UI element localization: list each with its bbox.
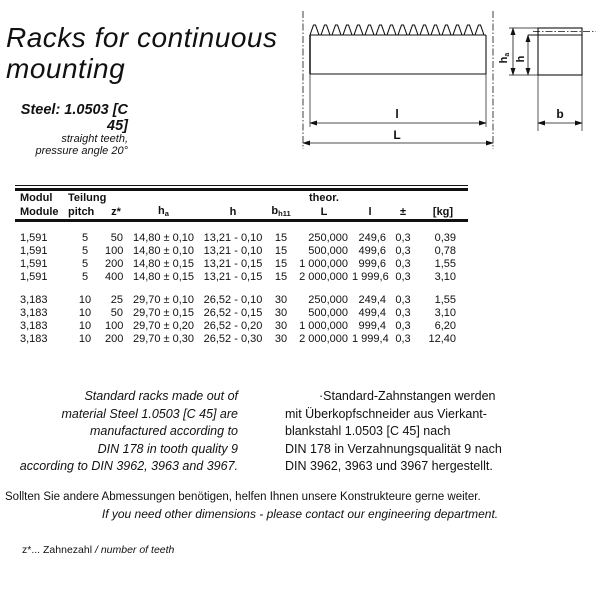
table-cell: 1 000,000 [299,257,348,270]
table-cell: 1 000,000 [299,319,348,332]
table-cell: 26,52 - 0,10 [203,293,263,306]
description-en-line: manufactured according to [89,424,238,438]
col-header-modul-en: Module [15,204,65,221]
table-cell: 12,40 [428,332,456,345]
table-cell: 2 000,000 [299,270,348,283]
footnote-symbol: z*... [22,544,41,556]
table-cell: 3,183 [20,319,48,332]
table-cell: 200 [105,257,124,270]
rack-technical-drawing [295,5,600,162]
table-cell: 5 [81,244,89,257]
table-cell: 26,52 - 0,20 [203,319,263,332]
col-header-tolerance: ± [388,204,418,221]
material-label: Steel: 1.0503 [C 45] [20,102,128,134]
description-german [285,388,590,476]
table-cell: 15 [274,257,288,270]
table-row [15,231,468,244]
table-cell: 5 [81,257,89,270]
table-cell: 0,3 [395,332,411,345]
description-en-line: Standard racks made out of [84,389,238,403]
table-cell: 26,52 - 0,30 [203,332,263,345]
footnote-separator: / [94,544,98,556]
col-header-ha: $h_a$ [127,204,200,221]
rack-dimension-table [15,191,468,345]
table-cell: 0,3 [395,270,411,283]
description-de-line: DIN 3962, 3963 und 3967 hergestellt. [285,459,493,473]
col-header-z: z* [105,204,127,221]
col-header-l: l [352,204,388,221]
table-cell: 10 [78,319,92,332]
table-cell: 6,20 [434,319,456,332]
table-cell: 249,6 [358,231,386,244]
table-cell: 5 [81,270,89,283]
description-english [10,388,238,476]
table-cell: 10 [78,332,92,345]
table-cell: 500,000 [308,306,348,319]
table-cell: 499,6 [358,244,386,257]
table-cell: 3,183 [20,293,48,306]
table-cell: 50 [110,231,123,244]
table-cell: 1,591 [20,270,48,283]
table-cell: 29,70 ± 0,10 [132,293,195,306]
dim-label-L: L [393,128,401,142]
table-cell: 0,3 [395,231,411,244]
table-cell: 29,70 ± 0,30 [132,332,195,345]
dim-label-b: b [556,107,564,121]
table-cell: 999,4 [358,319,386,332]
col-header-modul-de: Modul [20,192,53,204]
footnote-english: number of teeth [100,544,175,556]
table-cell: 3,183 [20,332,48,345]
table-cell: 0,3 [395,306,411,319]
table-cell: 1,55 [434,293,456,306]
table-row [15,270,468,283]
table-row [15,306,468,319]
table-cell: 0,3 [395,319,411,332]
contact-note-german: Sollten Sie andere Abmessungen benötigen, helfen Ihnen unsere Konstrukteure gerne weiter. [5,491,481,503]
col-header-b: $b_{h11}$ [266,204,296,221]
table-cell: 0,39 [434,231,456,244]
col-header-pitch-en: pitch [65,204,105,221]
table-row [15,319,468,332]
table-cell: 1 999,6 [352,270,389,283]
table-cell: 25 [110,293,123,306]
table-cell: 1,591 [20,257,48,270]
col-header-pitch-de: Teilung [68,192,107,204]
table-cell: 13,21 - 0,10 [203,244,263,257]
table-cell: 200 [105,332,124,345]
table-cell: 14,80 ± 0,10 [132,244,195,257]
table-body [15,221,468,346]
table-cell: 5 [81,231,89,244]
description-en-line: DIN 178 in tooth quality 9 [97,441,238,456]
page-title [6,22,277,84]
table-cell: 250,000 [308,293,348,306]
table-cell: 30 [274,306,288,319]
col-header-theor: theor. [309,192,339,204]
table-cell: 30 [274,293,288,306]
table-cell: 26,52 - 0,15 [203,306,263,319]
table-cell: 13,21 - 0,15 [203,270,263,283]
table-cell: 100 [105,319,124,332]
rack-teeth [310,25,486,35]
table-cell: 1,591 [20,231,48,244]
table-row [15,293,468,306]
page-title-line2: mounting [6,53,126,84]
dim-label-l: l [395,107,399,121]
table-cell: 249,4 [358,293,386,306]
table-cell: 499,4 [358,306,386,319]
dim-label-h: h [515,55,527,63]
table-cell: 0,3 [395,293,411,306]
table-cell: 3,10 [434,270,456,283]
table-header-row-1 [15,191,468,204]
col-header-weight: [kg] [418,204,468,221]
page-title-line1: Racks for continuous [6,22,278,53]
description-de-line: mit Überkopfschneider aus Vierkant- [285,406,487,421]
table-cell: 0,3 [395,244,411,257]
table-cell: 100 [105,244,124,257]
table-cell: 10 [78,293,92,306]
table-header-row-2 [15,204,468,221]
col-header-h: h [200,204,266,221]
table-cell: 13,21 - 0,15 [203,257,263,270]
table-cell: 29,70 ± 0,20 [132,319,195,332]
table-row [15,244,468,257]
dimension-table [15,185,468,345]
footnote-z [22,544,174,556]
dim-label-ha: ha [498,52,511,64]
col-header-L: L [296,204,352,221]
table-row [15,332,468,345]
table-cell: 15 [274,231,288,244]
table-cell: 14,80 ± 0,10 [132,231,195,244]
table-cell: 30 [274,332,288,345]
description-de-line: DIN 178 in Verzahnungsqualität 9 nach [285,441,502,456]
table-cell: 400 [105,270,124,283]
description-en-line: according to DIN 3962, 3963 and 3967. [19,459,238,473]
table-cell: 1,591 [20,244,48,257]
table-cell: 3,183 [20,306,48,319]
table-cell: 15 [274,244,288,257]
table-cell: 1 999,4 [352,332,389,345]
table-cell: 1,55 [434,257,456,270]
table-cell: 15 [274,270,288,283]
description-de-line: blankstahl 1.0503 [C 45] nach [285,424,451,438]
table-cell: 250,000 [308,231,348,244]
footnote-german: Zahnezahl [43,544,93,556]
rack-drawing-svg [295,5,600,157]
table-cell: 0,78 [434,244,456,257]
table-cell: 500,000 [308,244,348,257]
material-note-2: pressure angle 20° [35,144,128,157]
description-de-line: ·Standard-Zahnstangen werden [319,389,496,403]
table-cell: 3,10 [434,306,456,319]
table-cell: 999,6 [358,257,386,270]
table-cell: 14,80 ± 0,15 [132,270,195,283]
table-cell: 29,70 ± 0,15 [132,306,195,319]
material-note-1: straight teeth, [61,133,128,145]
table-cell: 13,21 - 0,10 [203,231,263,244]
table-cell: 50 [110,306,123,319]
table-cell: 0,3 [395,257,411,270]
description-en-line: material Steel 1.0503 [C 45] are [61,406,238,421]
table-cell: 10 [78,306,92,319]
table-row [15,257,468,270]
table-cell: 30 [274,319,288,332]
table-cell: 2 000,000 [299,332,348,345]
material-block [0,102,128,157]
contact-note-english: If you need other dimensions - please contact our engineering department. [101,507,499,521]
table-cell: 14,80 ± 0,15 [132,257,195,270]
